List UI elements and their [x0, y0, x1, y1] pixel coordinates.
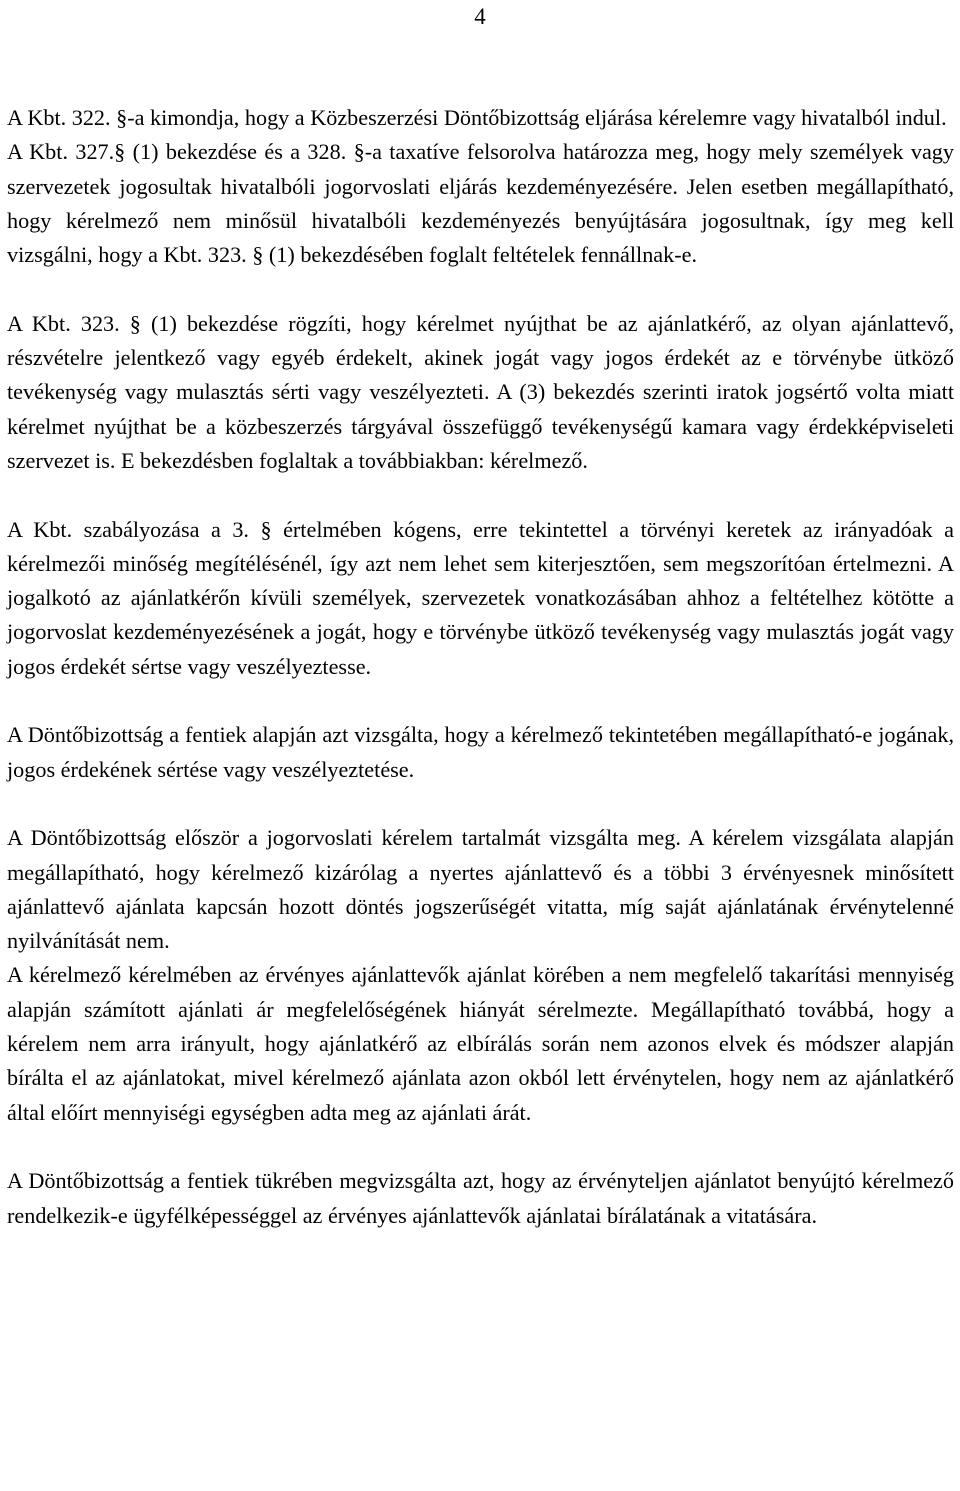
paragraph-spacer: [7, 1130, 954, 1164]
paragraph-kbt-szabalyozasa: A Kbt. szabályozása a 3. § értelmében kógens, erre tekintettel a törvényi keretek az irányadóak a kérelmezői minőség megítélésénél, így azt nem lehet sem kiterjesztően, sem megszorítóan értelmezni. A jogalkotó az ajánlatkérőn kívüli személyek, szervezetek vonatkozásában ahhoz a feltételhez kötötte a jogorvoslat kezdeményezésének a jogát, hogy e törvénybe ütköző tevékenység vagy mulasztás jogát vagy jogos érdekét sértse vagy veszélyeztesse.: [7, 516, 954, 679]
paragraph-kerelmezo-serelmezte: A kérelmező kérelmében az érvényes ajánlattevők ajánlat körében a nem megfelelő takarítási mennyiség alapján számított ajánlati ár megfelelőségének hiányát sérelmezte. Megállapítható továbbá, hogy a kérelem nem arra irányult, hogy ajánlatkérő az elbírálás során nem azonos elvek és módszer alapján bírálta el az ajánlatokat, mivel kérelmező ajánlata azon okból lett érvénytelen, hogy nem az ajánlatkérő által előírt mennyiségi egységben adta meg az ajánlati árát.: [7, 962, 954, 1125]
page-number: 4: [474, 4, 486, 29]
paragraph-spacer: [7, 478, 954, 512]
paragraph-spacer: [7, 787, 954, 821]
paragraph-dontobizottsag-vizsgalta: A Döntőbizottság a fentiek alapján azt vizsgálta, hogy a kérelmező tekintetében megállapítható-e jogának, jogos érdekének sértése vagy veszélyeztetése.: [7, 722, 954, 782]
paragraph-spacer: [7, 684, 954, 718]
paragraph-ugyfelkepesseg: A Döntőbizottság a fentiek tükrében megvizsgálta azt, hogy az érvényteljen ajánlatot benyújtó kérelmező rendelkezik-e ügyfélképességgel az érvényes ajánlattevők ajánlatai bírálatának a vitatására.: [7, 1168, 954, 1228]
paragraph-spacer: [7, 272, 954, 306]
paragraph-kbt-322: A Kbt. 322. §-a kimondja, hogy a Közbeszerzési Döntőbizottság eljárása kérelemre vagy hivatalból indul.: [7, 105, 947, 130]
document-body: [7, 101, 954, 1233]
paragraph-kbt-327-328: A Kbt. 327.§ (1) bekezdése és a 328. §-a taxatíve felsorolva határozza meg, hogy mely személyek vagy szervezetek jogosultak hivatalbóli jogorvoslati eljárás kezdeményezésére. Jelen esetben megállapítható, hogy kérelmező nem minősül hivatalbóli kezdeményezés benyújtására jogosultnak, így meg kell vizsgálni, hogy a Kbt. 323. § (1) bekezdésében foglalt feltételek fennállnak-e.: [7, 139, 954, 268]
paragraph-kbt-323-1: A Kbt. 323. § (1) bekezdése rögzíti, hogy kérelmet nyújthat be az ajánlatkérő, az olyan ajánlattevő, részvételre jelentkező vagy egyéb érdekelt, akinek jogát vagy jogos érdekét az e törvénybe ütköző tevékenység vagy mulasztás sérti vagy veszélyezteti. A (3) bekezdés szerinti iratok jogsértő volta miatt kérelmet nyújthat be a közbeszerzés tárgyával összefüggő tevékenységű kamara vagy érdekképviseleti szervezet is. E bekezdésben foglaltak a továbbiakban: kérelmező.: [7, 310, 954, 473]
paragraph-kerelem-tartalma: A Döntőbizottság először a jogorvoslati kérelem tartalmát vizsgálta meg. A kérelem vizsgálata alapján megállapítható, hogy kérelmező kizárólag a nyertes ajánlattevő és a többi 3 érvényesnek minősített ajánlattevő ajánlata kapcsán hozott döntés jogszerűségét vitatta, míg saját ajánlatának érvénytelenné nyilvánítását nem.: [7, 825, 954, 954]
